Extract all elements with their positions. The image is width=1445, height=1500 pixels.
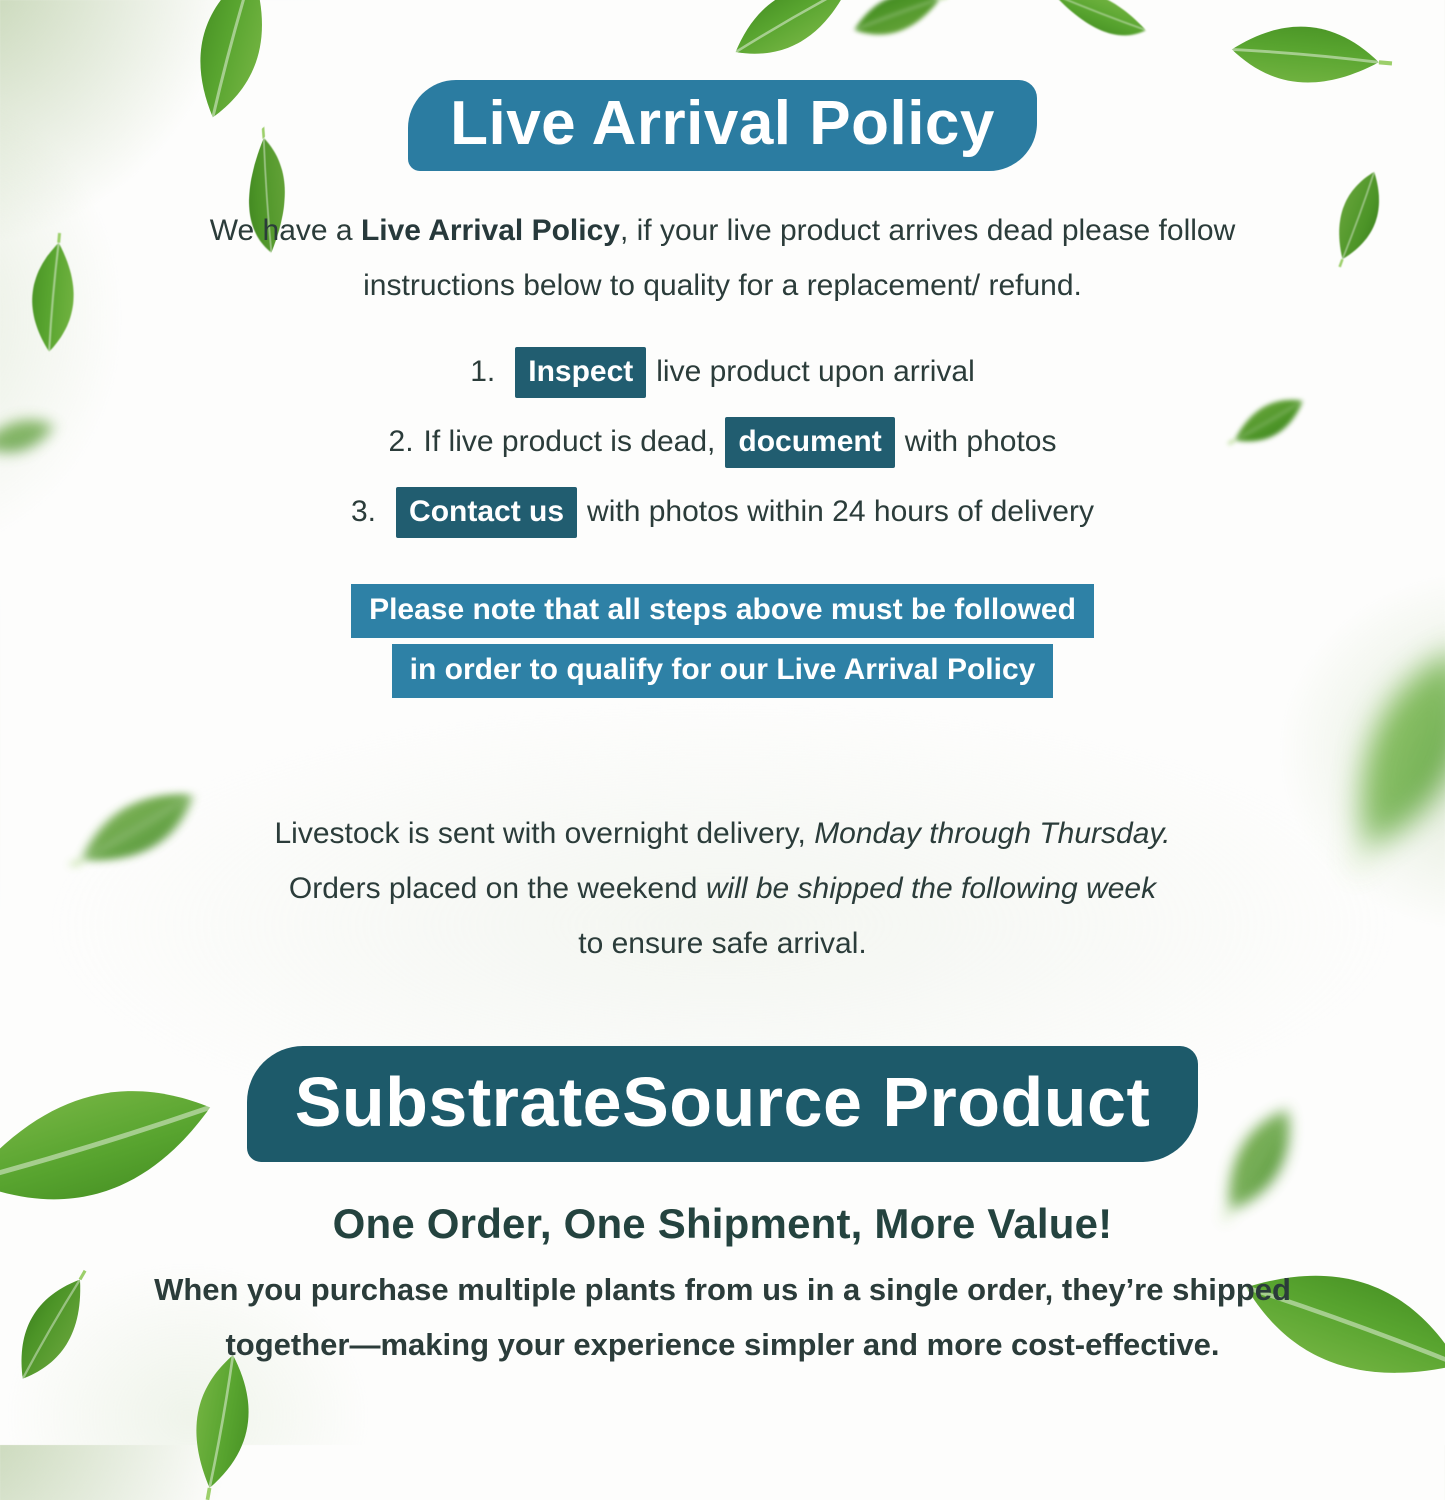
step-item-2: 2. If live product is dead, document with photos bbox=[0, 417, 1445, 468]
value-text: When you purchase multiple plants from us in a single order, they’re shipped together—making your experience simpler and more cost-effective. bbox=[154, 1272, 1291, 1362]
intro-text: We have a Live Arrival Policy, if your live product arrives dead please follow instructions below to quality for a replacement/ refund. bbox=[209, 214, 1236, 302]
step-highlight-inspect: Inspect bbox=[515, 347, 646, 398]
substratesource-product-banner: SubstrateSource Product bbox=[247, 1046, 1199, 1162]
leaf-icon bbox=[848, 0, 947, 63]
step-item-1: 1. Inspect live product upon arrival bbox=[0, 347, 1445, 398]
shipping-info-text: Livestock is sent with overnight delivery, Monday through Thursday. Orders placed on the weekend will be shipped the following week to ensure safe arrival. bbox=[274, 817, 1171, 960]
policy-steps-list bbox=[0, 347, 1445, 557]
leaf-icon bbox=[729, 0, 858, 82]
value-heading: One Order, One Shipment, More Value! bbox=[332, 1200, 1113, 1247]
step-highlight-document: document bbox=[725, 417, 894, 468]
intro-bold-phrase: Live Arrival Policy bbox=[360, 214, 620, 247]
live-arrival-policy-banner: Live Arrival Policy bbox=[408, 80, 1037, 171]
step-item-3: 3. Contact us with photos within 24 hours of delivery bbox=[0, 487, 1445, 538]
step-highlight-contact-us: Contact us bbox=[396, 487, 577, 538]
policy-note-line-2: in order to qualify for our Live Arrival Policy bbox=[392, 644, 1054, 698]
policy-note-line-1: Please note that all steps above must be followed bbox=[351, 584, 1094, 638]
policy-note bbox=[0, 581, 1445, 701]
leaf-icon bbox=[1033, 0, 1165, 83]
